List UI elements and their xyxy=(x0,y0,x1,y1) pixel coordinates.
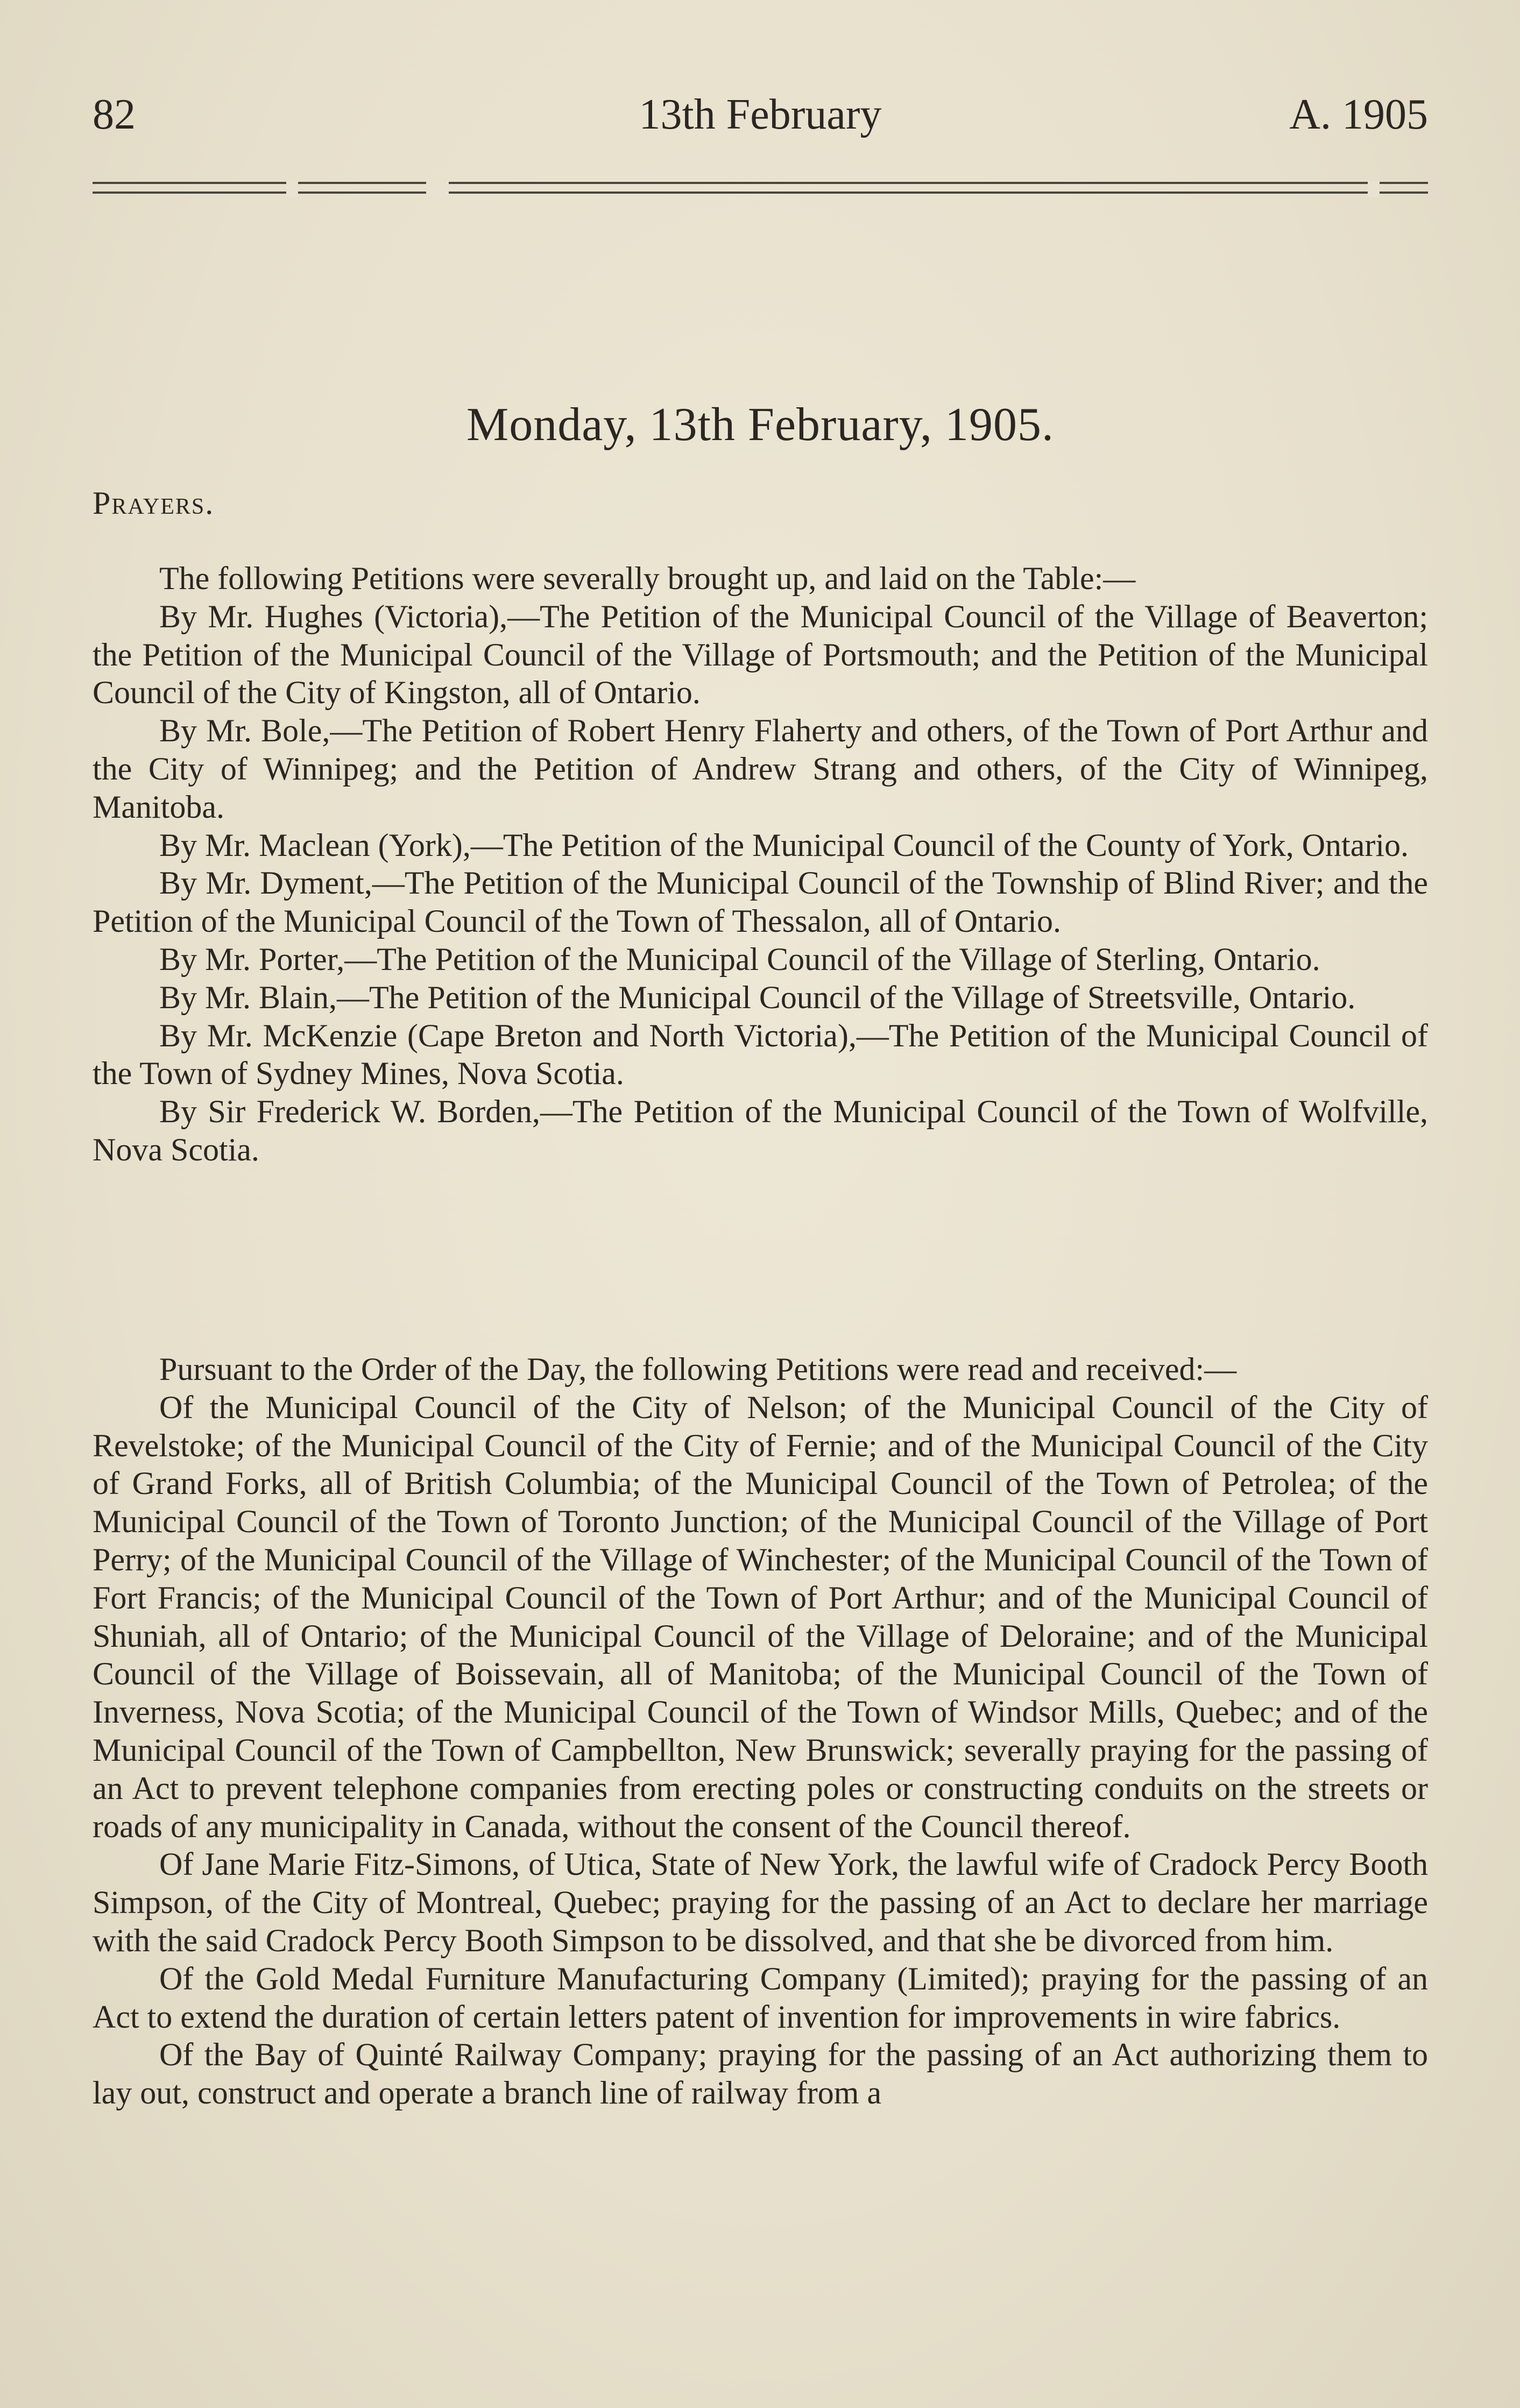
paragraph: Pursuant to the Order of the Day, the following Petitions were read and received:— xyxy=(159,1351,1237,1387)
petitions-presented xyxy=(93,559,1428,1169)
paragraph: By Mr. Dyment,—The Petition of the Municipal Council of the Township of Blind River; and the Petition of the Municipal Council of the Town of Thessalon, all of Ontario. xyxy=(93,865,1428,939)
paragraph: By Mr. McKenzie (Cape Breton and North Victoria),—The Petition of the Municipal Council of the Town of Sydney Mines, Nova Scotia. xyxy=(93,1017,1428,1092)
paragraph: Of the Gold Medal Furniture Manufacturing Company (Limited); praying for the passing of an Act to extend the duration of certain letters patent of invention for improvements in wire fabrics. xyxy=(93,1960,1428,2035)
paragraph: The following Petitions were severally brought up, and laid on the Table:— xyxy=(159,561,1136,596)
paragraph: By Sir Frederick W. Borden,—The Petition of the Municipal Council of the Town of Wolfville, Nova Scotia. xyxy=(93,1094,1428,1167)
paragraph: By Mr. Porter,—The Petition of the Municipal Council of the Village of Sterling, Ontario. xyxy=(159,941,1320,977)
paragraph: Of the Bay of Quinté Railway Company; praying for the passing of an Act authorizing them to lay out, construct and operate a branch line of railway from a xyxy=(93,2037,1428,2111)
rule-gap xyxy=(426,181,438,197)
running-head xyxy=(93,90,1428,139)
petitions-received xyxy=(93,1350,1428,2112)
prayers-heading: Prayers. xyxy=(93,485,215,521)
paragraph: Of Jane Marie Fitz-Simons, of Utica, State of New York, the lawful wife of Cradock Percy Booth Simpson, of the City of Montreal, Quebec; praying for the passing of an Act to declare her marriage with the said Cradock Percy Booth Simpson to be dissolved, and that she be divorced from him. xyxy=(93,1846,1428,1958)
header-date: 13th February xyxy=(639,91,882,138)
page-number: 82 xyxy=(93,91,136,138)
rule-gap xyxy=(437,181,449,197)
paragraph: By Mr. Bole,—The Petition of Robert Henry Flaherty and others, of the Town of Port Arthur and the City of Winnipeg; and the Petition of Andrew Strang and others, of the City of Winnipeg, Manitoba. xyxy=(93,713,1428,825)
rule-gap xyxy=(1368,181,1380,197)
day-heading: Monday, 13th February, 1905. xyxy=(466,399,1054,451)
paragraph: By Mr. Hughes (Victoria),—The Petition of the Municipal Council of the Village of Beaverton; the Petition of the Municipal Council of the Village of Portsmouth; and the Petition of the Municipal Council of the City of Kingston, all of Ontario. xyxy=(93,598,1428,711)
header-year: A. 1905 xyxy=(1289,91,1428,138)
paragraph: By Mr. Maclean (York),—The Petition of the Municipal Council of the County of York, Ontario. xyxy=(159,827,1409,863)
paragraph: Of the Municipal Council of the City of Nelson; of the Municipal Council of the City of Revelstoke; of the Municipal Council of the City of Fernie; and of the Municipal Council of the City of Grand Forks, all of British Columbia; of the Municipal Council of the Town of Petrolea; of the Municipal Council of the Town of Toronto Junction; of the Municipal Council of the Village of Port Perry; of the Municipal Council of the Village of Winchester; of the Municipal Council of the Town of Fort Francis; of the Municipal Council of the Town of Port Arthur; and of the Municipal Council of Shuniah, all of Ontario; of the Municipal Council of the Village of Deloraine; and of the Municipal Council of the Village of Boissevain, all of Manitoba; of the Municipal Council of the Town of Inverness, Nova Scotia; of the Municipal Council of the Town of Windsor Mills, Quebec; and of the Municipal Council of the Town of Campbellton, New Brunswick; severally praying for the passing of an Act to prevent telephone companies from erecting poles or constructing conduits on the streets or roads of any municipality in Canada, without the consent of the Council thereof. xyxy=(93,1389,1428,1844)
rule-gap xyxy=(286,181,298,197)
paragraph: By Mr. Blain,—The Petition of the Municipal Council of the Village of Streetsville, Ontario. xyxy=(159,979,1356,1015)
header-double-rule xyxy=(93,182,1428,196)
